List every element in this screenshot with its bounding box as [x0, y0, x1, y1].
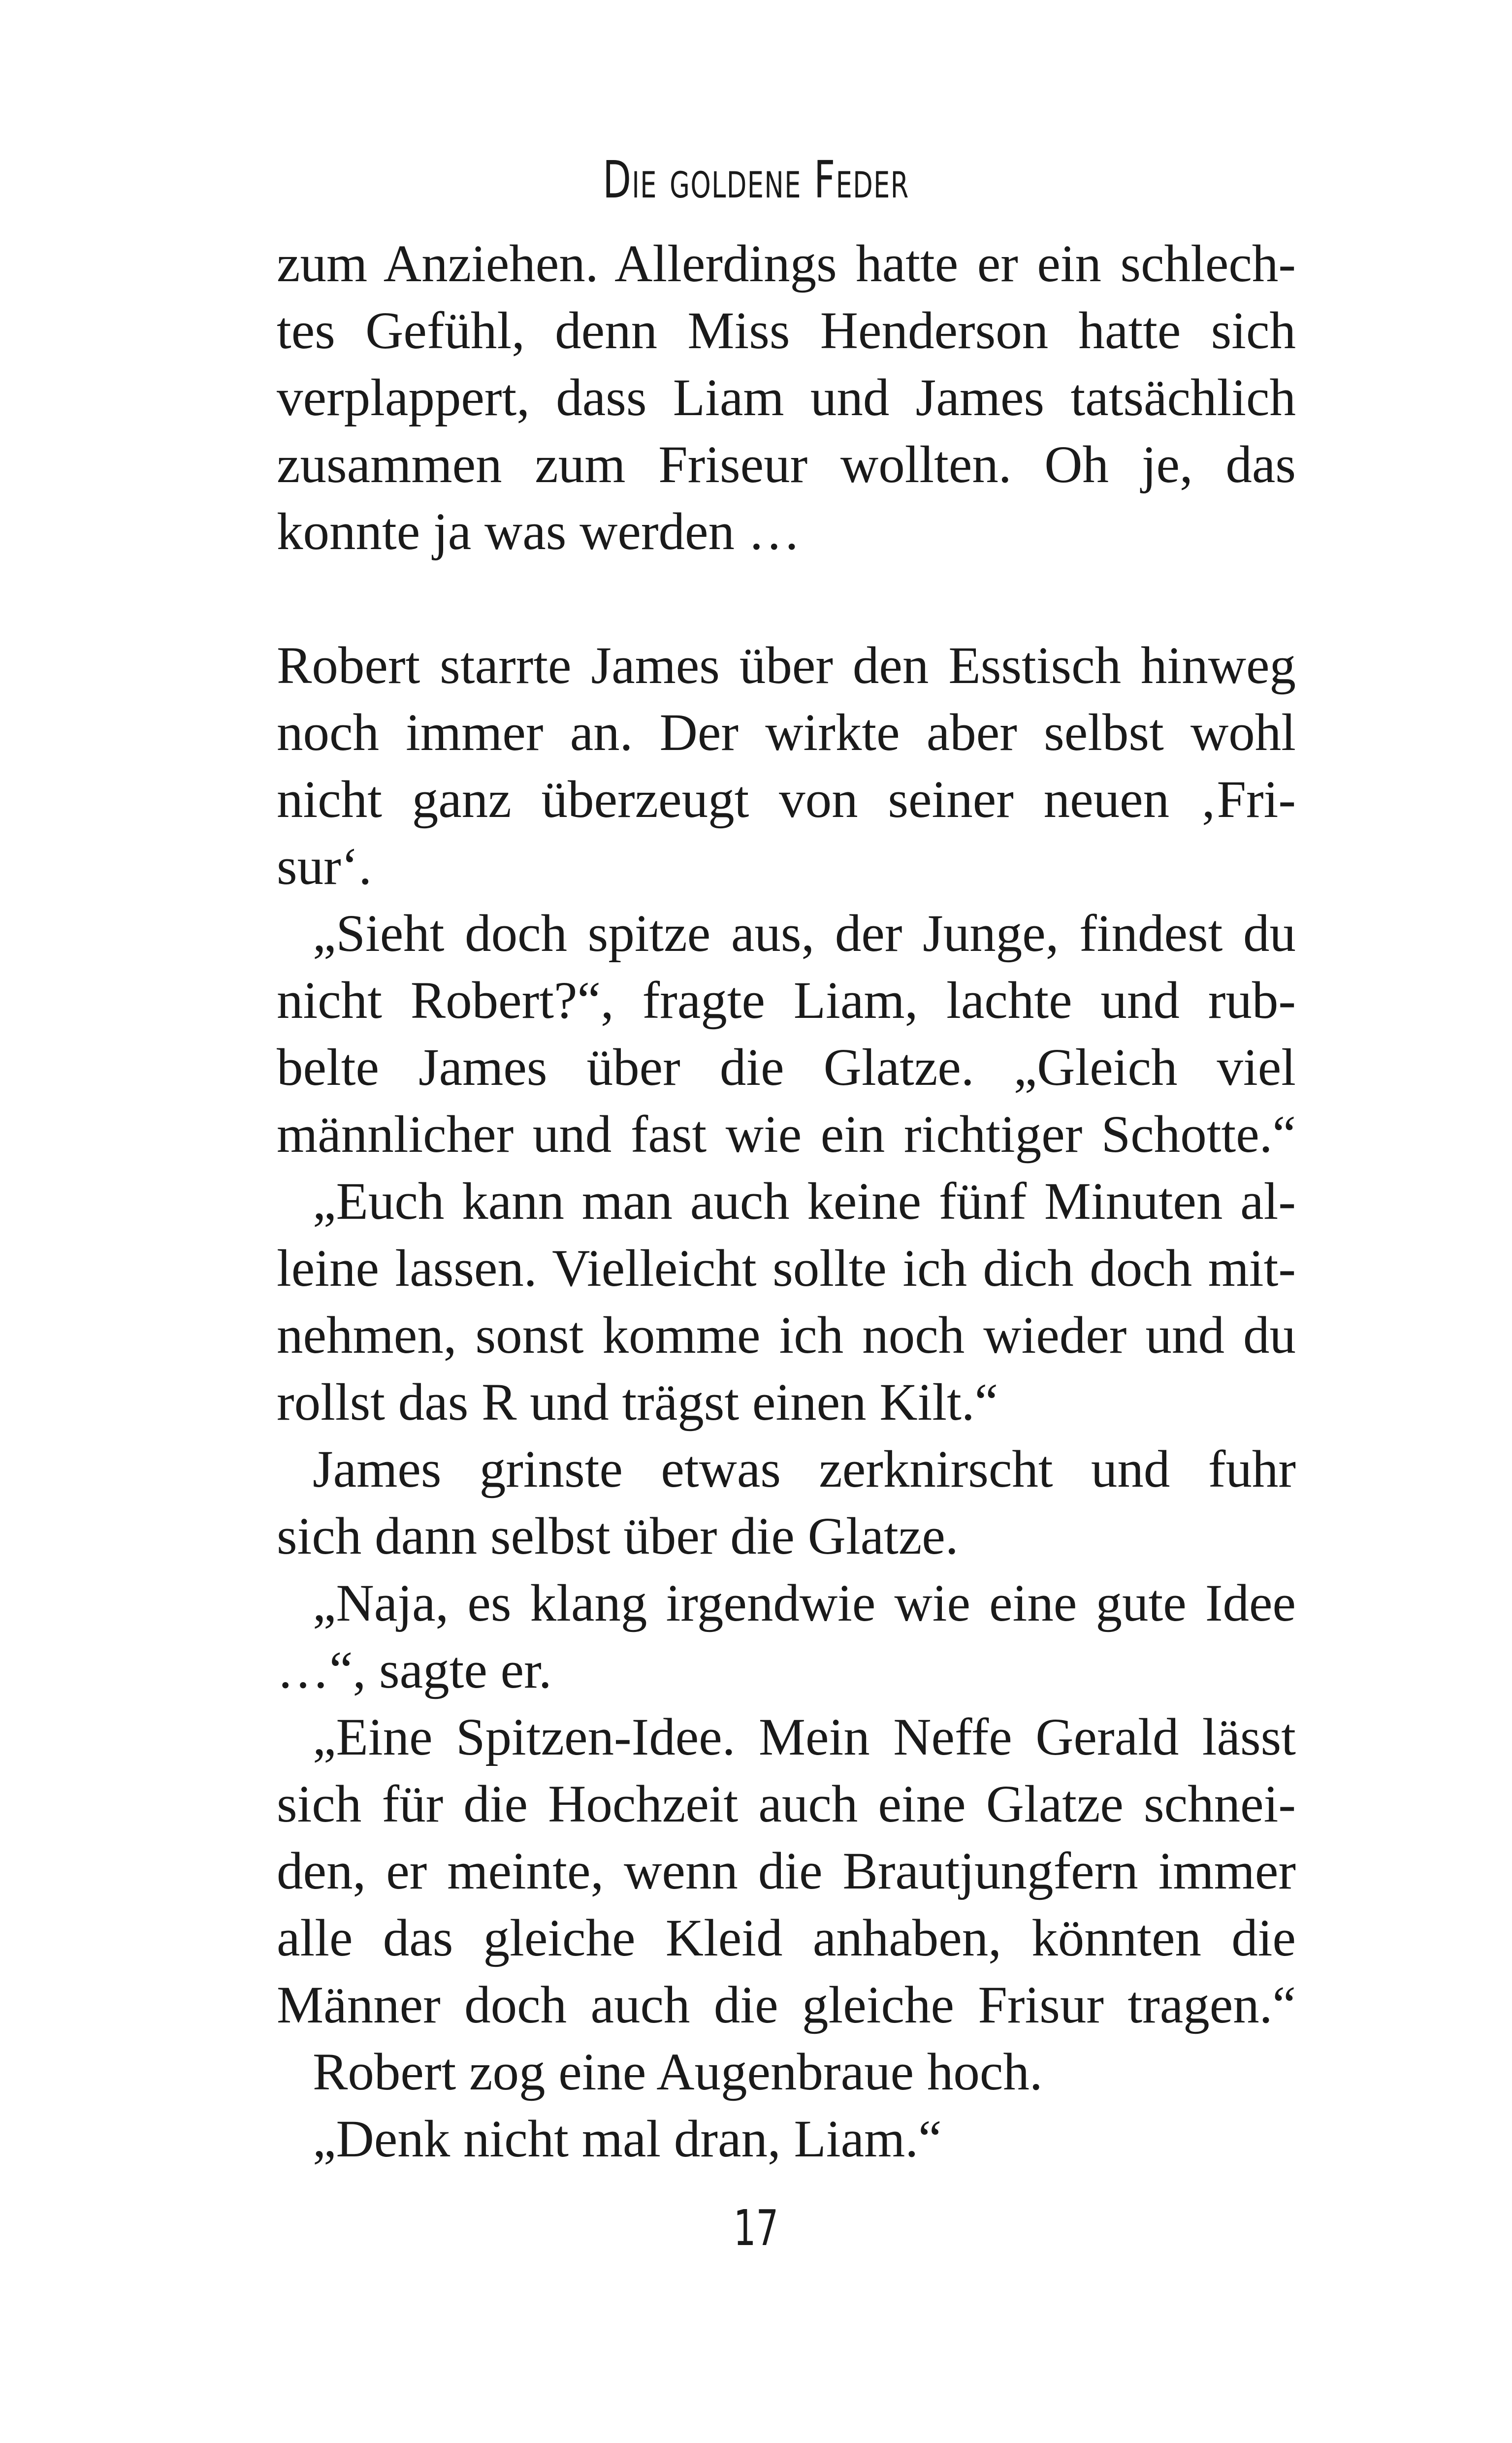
- text-line: belte James über die Glatze. „Gleich viel: [277, 1039, 1296, 1097]
- text-line: „Sieht doch spitze aus, der Junge, findest du: [313, 905, 1296, 963]
- text-line: leine lassen. Vielleicht sollte ich dich doch mit-: [277, 1239, 1296, 1298]
- running-header: Die goldene Feder: [603, 150, 909, 210]
- text-line: Männer doch auch die gleiche Frisur tragen.“: [277, 1976, 1296, 2034]
- text-line: noch immer an. Der wirkte aber selbst wohl: [277, 704, 1296, 762]
- text-line: sich dann selbst über die Glatze.: [277, 1507, 959, 1565]
- text-line: „Denk nicht mal dran, Liam.“: [313, 2110, 942, 2168]
- text-line: rollst das R und trägst einen Kilt.“: [277, 1373, 998, 1432]
- text-line: zum Anziehen. Allerdings hatte er ein schlech-: [277, 235, 1296, 293]
- text-line: Robert starrte James über den Esstisch hinweg: [277, 637, 1296, 695]
- text-line: James grinste etwas zerknirscht und fuhr: [313, 1440, 1296, 1498]
- text-line: alle das gleiche Kleid anhaben, könnten die: [277, 1909, 1296, 1967]
- text-line: sur‘.: [277, 838, 372, 896]
- text-line: „Euch kann man auch keine fünf Minuten al-: [313, 1173, 1296, 1231]
- text-line: verplappert, dass Liam und James tatsächlich: [277, 369, 1296, 427]
- text-line: konnte ja was werden …: [277, 503, 801, 561]
- text-line: nicht ganz überzeugt von seiner neuen ‚Fri-: [277, 771, 1296, 829]
- text-line: männlicher und fast wie ein richtiger Schotte.“: [277, 1106, 1296, 1164]
- text-line: den, er meinte, wenn die Brautjungfern immer: [277, 1842, 1296, 1900]
- text-line: „Eine Spitzen-Idee. Mein Neffe Gerald lässt: [313, 1708, 1296, 1766]
- text-line: Robert zog eine Augenbraue hoch.: [313, 2043, 1043, 2101]
- page-number: 17: [733, 2199, 779, 2257]
- text-line: „Naja, es klang irgendwie wie eine gute Idee: [313, 1574, 1296, 1632]
- text-line: tes Gefühl, denn Miss Henderson hatte sich: [277, 302, 1296, 360]
- text-line: nicht Robert?“, fragte Liam, lachte und rub-: [277, 972, 1296, 1030]
- body-text: [277, 230, 1296, 2173]
- text-line: …“, sagte er.: [277, 1641, 552, 1699]
- text-line: zusammen zum Friseur wollten. Oh je, das: [277, 436, 1296, 494]
- text-line: sich für die Hochzeit auch eine Glatze schnei-: [277, 1775, 1296, 1833]
- paragraph-break: [277, 565, 1296, 632]
- text-line: nehmen, sonst komme ich noch wieder und du: [277, 1306, 1296, 1365]
